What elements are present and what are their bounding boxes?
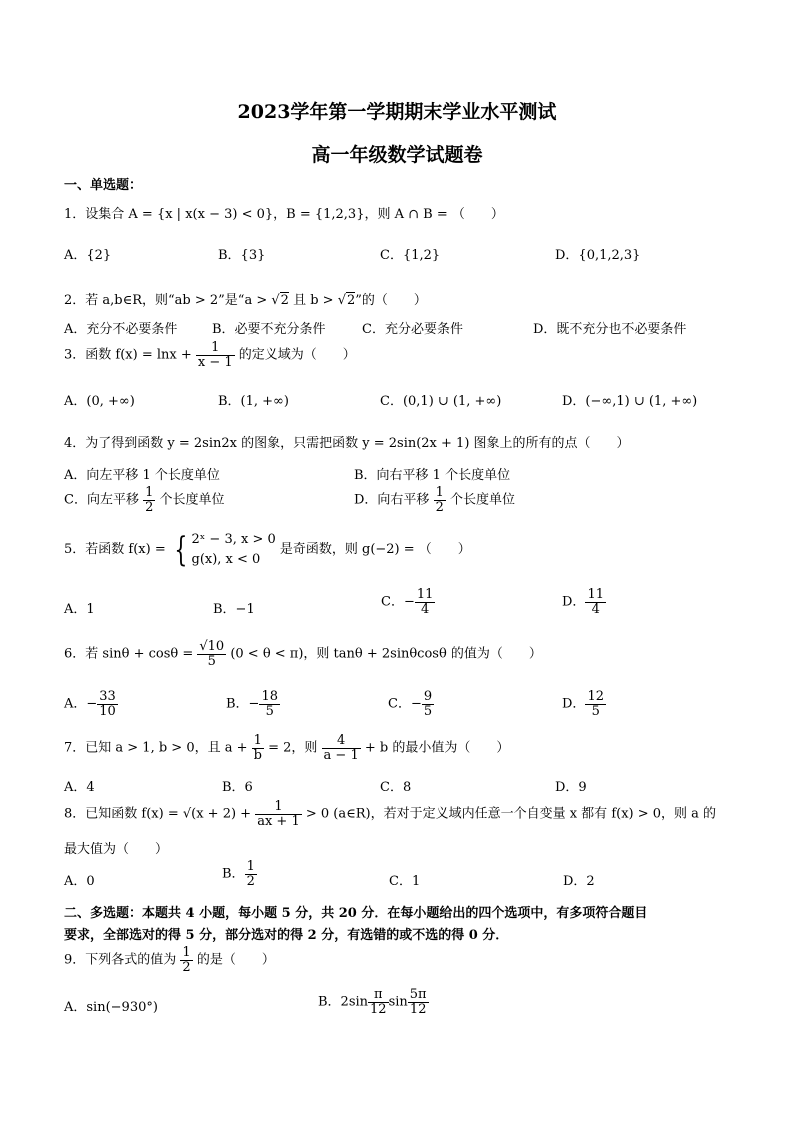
question-1-option-a: A．{2} [64,248,112,263]
question-2-option-d: D．既不充分也不必要条件 [533,322,687,337]
question-5-option-b: B．−1 [213,602,255,617]
question-2-sqrt1: 2 [280,293,289,308]
question-5-piecewise: 2ˣ − 3, x > 0 g(x), x < 0 [191,532,276,567]
question-7-option-a: A．4 [64,780,95,795]
question-4-option-a: A．向左平移 1 个长度单位 [64,468,220,483]
question-5-option-c: C．− $\frac{11}{4}$ [381,587,434,617]
section-heading-multiple-choice-rules: 要求，全部选对的得 5 分，部分选对的得 2 分，有选错的或不选的得 0 分． [64,928,509,943]
question-6-stem: 6．若 sinθ + cosθ = $\frac{√10}{5}$ (0 < θ < π)，则 tanθ + 2sinθcosθ 的值为（ ） [64,639,542,669]
question-4-option-b: B．向右平移 1 个长度单位 [354,468,511,483]
question-6-option-a: A．− $\frac{33}{10}$ [64,689,116,719]
question-1-option-c: C．{1,2} [380,248,441,263]
question-2-stem-part3: ”的（ ） [355,293,427,308]
question-7-option-c: C．8 [380,780,412,795]
question-3-option-d: D．(−∞,1) ∪ (1, +∞) [562,394,698,409]
question-3-option-a: A．(0, +∞) [64,394,135,409]
question-2-stem: 2．若 a,b∈R，则“ab > 2”是“a > √2 且 b > √2”的（ ） [64,293,427,308]
question-2-option-b: B．必要不充分条件 [212,322,326,337]
question-3-option-b: B．(1, +∞) [218,394,289,409]
section-heading-multiple-choice: 二、多选题：本题共 4 小题，每小题 5 分，共 20 分．在每小题给出的四个选项中，有多项符合题目 [64,906,648,921]
question-1-option-b: B．{3} [218,248,266,263]
question-6-option-c: C．− $\frac{9}{5}$ [388,689,433,719]
question-6-option-b: B．− $\frac{18}{5}$ [226,689,278,719]
question-2-option-a: A．充分不必要条件 [64,322,178,337]
question-6-option-d: D． $\frac{12}{5}$ [562,689,604,719]
question-2-stem-part1: 2．若 a,b∈R，则“ab > 2”是“a > [64,293,272,308]
question-8-stem: 8．已知函数 f(x) = √(x + 2) + $\frac{1}{ax + 1}$ > 0 (a∈R)，若对于定义域内任意一个自变量 x 都有 f(x) > 0，则 a 的 [64,799,717,829]
question-8-stem-continued: 最大值为（ ） [64,842,169,857]
question-4-stem: 4．为了得到函数 y = 2sin2x 的图象，只需把函数 y = 2sin(2x + 1) 图象上的所有的点（ ） [64,436,630,451]
question-1-option-d: D．{0,1,2,3} [555,248,641,263]
question-9-stem: 9．下列各式的值为 $\frac{1}{2}$ 的是（ ） [64,945,275,975]
question-3-option-c: C．(0,1) ∪ (1, +∞) [380,394,502,409]
question-3-stem-part1: 3．函数 f(x) = lnx + [64,347,196,363]
question-5-option-d: D． $\frac{11}{4}$ [562,587,604,617]
question-2-option-c: C．充分必要条件 [362,322,463,337]
question-5-option-a: A．1 [64,602,95,617]
question-1-stem: 1．设集合 A = {x | x(x − 3) < 0}，B = {1,2,3}，则 A ∩ B = （ ） [64,207,504,222]
question-8-option-a: A．0 [64,874,95,889]
page-title: 2023学年第一学期期末学业水平测试 [237,101,557,123]
question-9-option-b: B．2sin $\frac{\pi}{12}$ sin $\frac{5\pi}{12}$ [318,987,427,1017]
page-subtitle: 高一年级数学试题卷 [311,144,483,166]
question-7-option-d: D．9 [555,780,587,795]
question-3-stem-part2: 的定义域为（ ） [234,347,356,363]
question-2-stem-part2: 且 b > [288,293,338,308]
question-3-stem [64,341,356,369]
question-8-option-b: B． $\frac{1}{2}$ [222,859,255,889]
question-7-stem: 7．已知 a > 1, b > 0，且 a + $\frac{1}{b}$ = 2，则 $\frac{4}{a - 1}$ + b 的最小值为（ ） [64,733,510,763]
section-heading-single-choice: 一、单选题： [64,178,143,193]
question-3-fraction: $\frac{1}{x - 1}$ [197,340,233,370]
question-8-option-d: D．2 [563,874,595,889]
question-5-stem: 5．若函数 f(x) = { 2ˣ − 3, x > 0 g(x), x < 0 是奇函数，则 g(−2) = （ ） [64,529,471,570]
question-8-option-c: C．1 [389,874,421,889]
question-2-sqrt2: 2 [347,293,356,308]
question-7-option-b: B．6 [222,780,253,795]
question-4-option-d: D．向右平移 $\frac{1}{2}$ 个长度单位 [354,485,515,515]
question-4-option-c: C．向左平移 $\frac{1}{2}$ 个长度单位 [64,485,225,515]
question-9-option-a: A．sin(−930°) [64,1000,158,1015]
